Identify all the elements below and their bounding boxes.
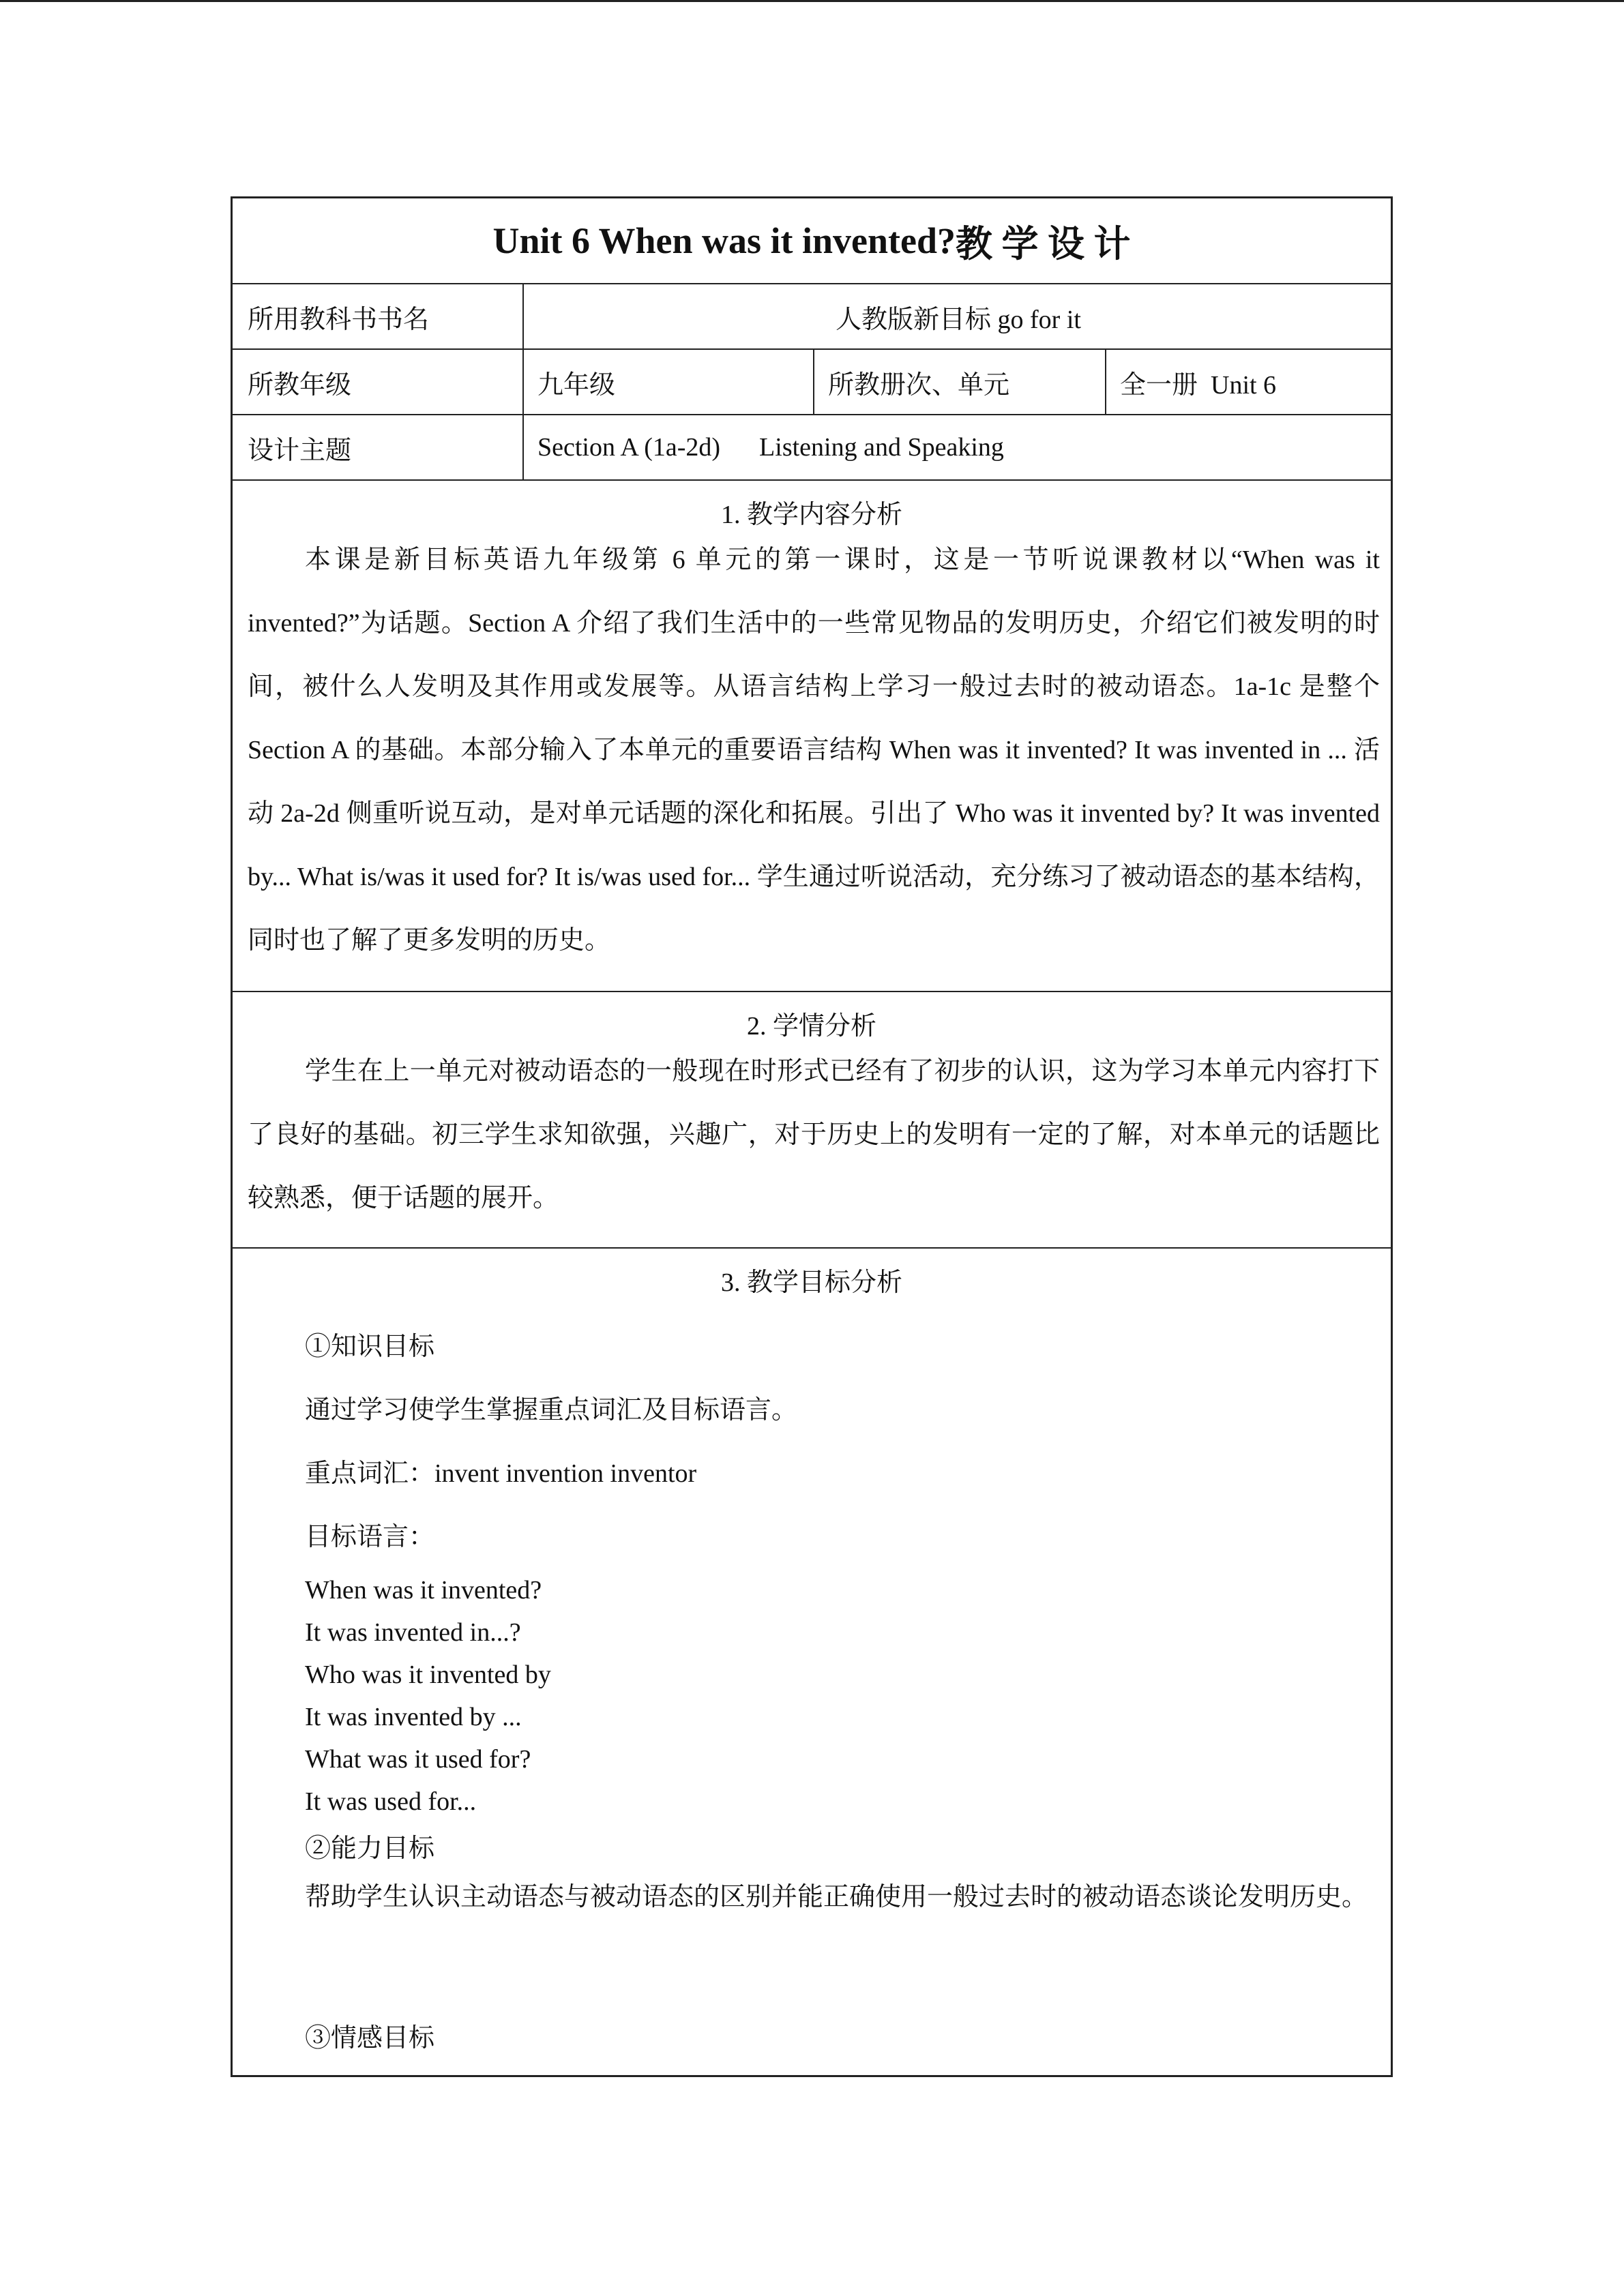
grade-row bbox=[233, 350, 1391, 415]
learner-analysis-body: 学生在上一单元对被动语态的一般现在时形式已经有了初步的认识，这为学习本单元内容打下了良好的基础。初三学生求知欲强，兴趣广，对于历史上的发明有一定的了解，对本单元的话题比较熟悉，便于话题的展开。 bbox=[248, 1057, 1380, 1212]
textbook-row bbox=[233, 284, 1391, 350]
title-suffix: 教 学 设 计 bbox=[956, 223, 1131, 265]
theme-label: 设计主题 bbox=[248, 436, 352, 465]
knowledge-objective-title: ①知识目标 bbox=[305, 1332, 435, 1361]
grade-label: 所教年级 bbox=[248, 370, 352, 400]
emotion-objective-title: ③情感目标 bbox=[305, 2024, 435, 2053]
target-language-line: What was it used for? bbox=[305, 1745, 531, 1774]
lesson-plan-table bbox=[231, 196, 1393, 2077]
target-language-line: It was invented in...? bbox=[305, 1618, 521, 1647]
volume-value: 全一册 Unit 6 bbox=[1120, 370, 1277, 400]
top-border-line bbox=[0, 0, 1624, 2]
divider bbox=[813, 350, 814, 414]
divider bbox=[1105, 350, 1106, 414]
objectives-section bbox=[233, 1249, 1391, 2075]
title-prefix: Unit 6 When was it invented? bbox=[492, 220, 956, 261]
target-language-line: It was used for... bbox=[305, 1787, 477, 1816]
target-language-label: 目标语言： bbox=[305, 1523, 435, 1551]
target-language-list bbox=[305, 1569, 551, 1823]
ability-objective-desc: 帮助学生认识主动语态与被动语态的区别并能正确使用一般过去时的被动语态谈论发明历史。 bbox=[305, 1883, 1368, 1911]
theme-value: Section A (1a-2d) Listening and Speaking bbox=[537, 433, 1004, 462]
grade-value: 九年级 bbox=[537, 370, 616, 400]
divider bbox=[522, 350, 524, 414]
ability-objective-title: ②能力目标 bbox=[305, 1834, 435, 1863]
textbook-label: 所用教科书书名 bbox=[248, 305, 430, 334]
title-row bbox=[233, 198, 1391, 284]
target-language-line: It was invented by ... bbox=[305, 1703, 522, 1731]
content-analysis-section bbox=[233, 481, 1391, 992]
target-language-line: Who was it invented by bbox=[305, 1660, 551, 1689]
key-vocabulary: 重点词汇：invent invention inventor bbox=[305, 1459, 697, 1488]
textbook-value: 人教版新目标 go for it bbox=[836, 305, 1081, 334]
page-title bbox=[233, 198, 1391, 283]
content-analysis-body: 本课是新目标英语九年级第 6 单元的第一课时，这是一节听说课教材以“When was it invented?”为话题。Section A 介绍了我们生活中的一些常见物品的发明历史，介绍它们被发明的时间，被什么人发明及其作用或发展等。从语言结构上学习一般过去时的被动语态。1a-1c 是整个 Section A 的基础。本部分输入了本单元的重要语言结构 When was it invented? It was invented in ... 活动 2a-2d 侧重听说互动，是对单元话题的深化和拓展。引出了 Who was it invented by? It was invented by... What is/was it used for? It is/was used for... 学生通过听说活动，充分练习了被动语态的基本结构，同时也了解了更多发明的历史。 bbox=[248, 546, 1380, 955]
knowledge-objective-desc: 通过学习使学生掌握重点词汇及目标语言。 bbox=[305, 1396, 798, 1425]
divider bbox=[522, 415, 524, 479]
learner-analysis-heading: 2. 学情分析 bbox=[746, 1012, 876, 1041]
objectives-heading: 3. 教学目标分析 bbox=[720, 1268, 902, 1297]
learner-analysis-section bbox=[233, 992, 1391, 1249]
theme-row bbox=[233, 415, 1391, 481]
volume-label: 所教册次、单元 bbox=[828, 370, 1010, 400]
content-analysis-heading: 1. 教学内容分析 bbox=[720, 501, 902, 529]
target-language-line: When was it invented? bbox=[305, 1576, 542, 1605]
